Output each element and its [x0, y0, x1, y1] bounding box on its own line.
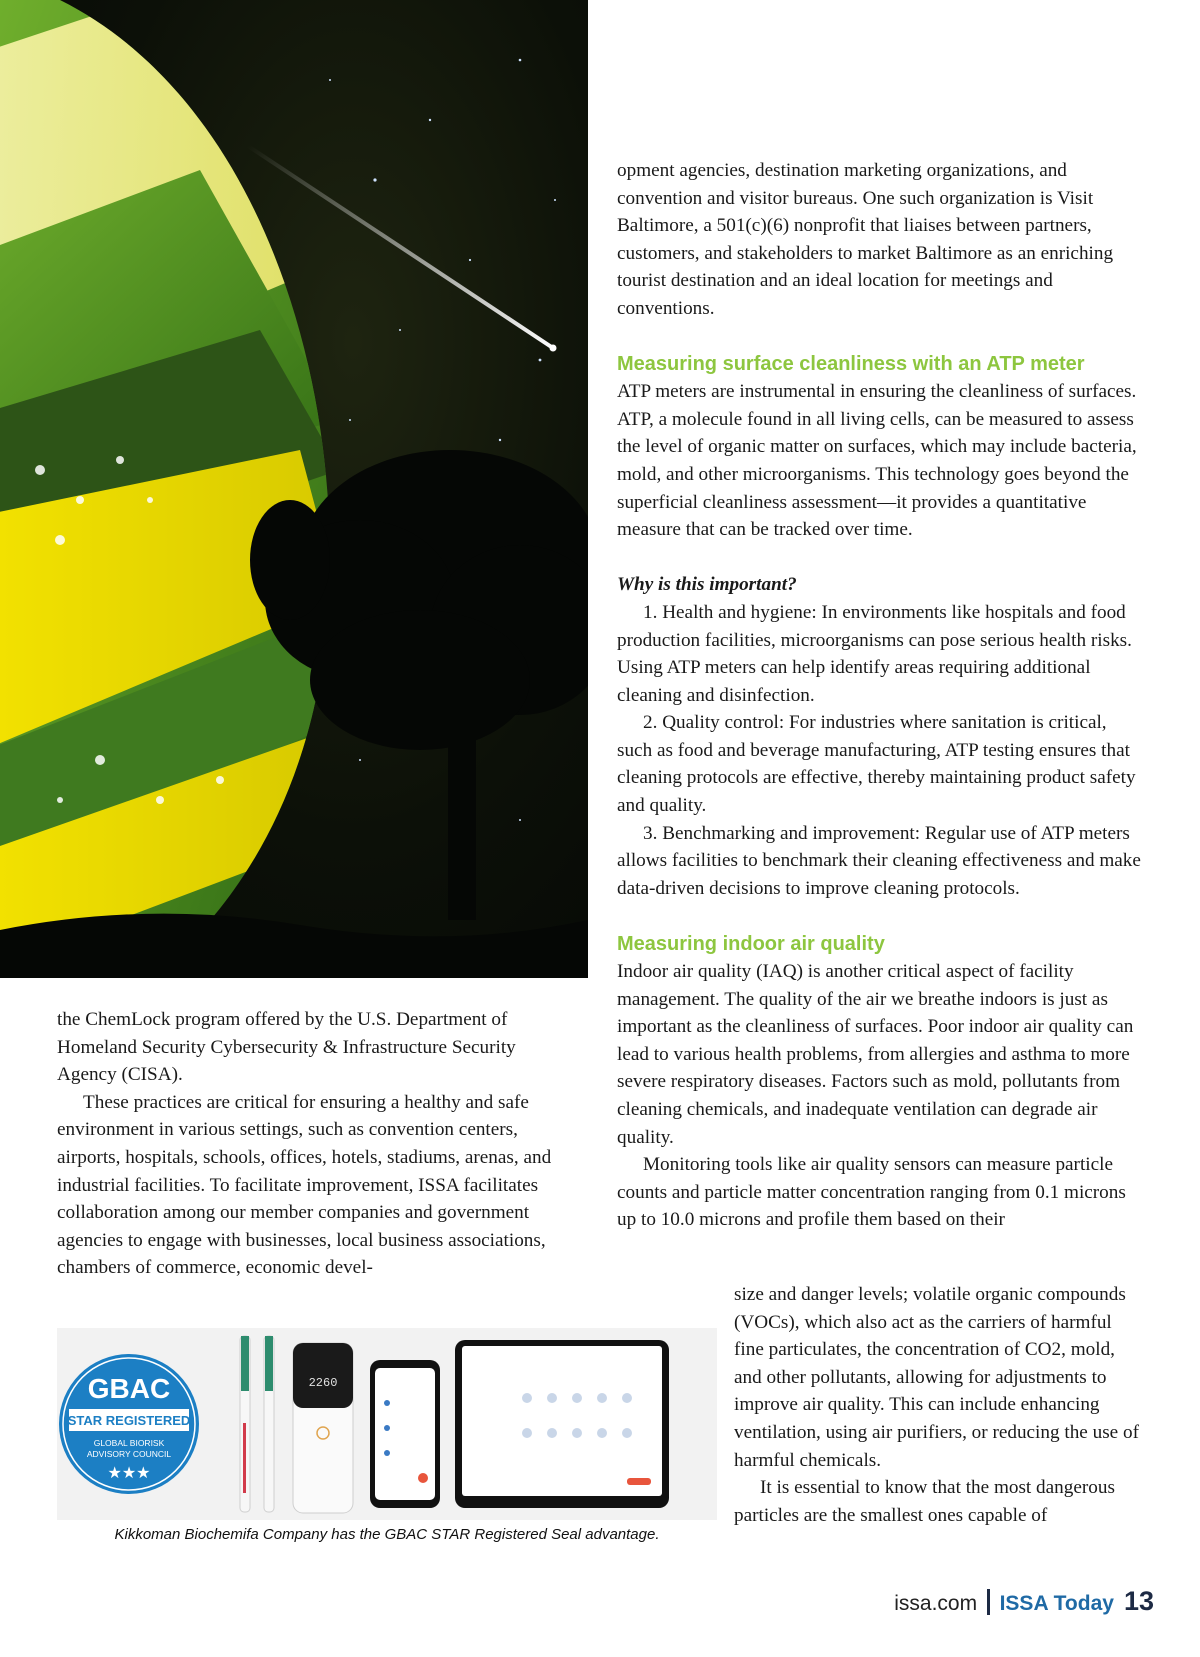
iaq-section-heading: Measuring indoor air quality — [617, 933, 885, 956]
iaq-paragraph-2-continued: size and danger levels; volatile organic compounds (VOCs), which also act as the carriers of harmful fine particulates, the concentration of CO2, mold, and other pollutants, allowing for adjustments to improve air quality. This can include enhancing ventilation, using air purifiers, or reducing the use of harmful chemicals. — [734, 1284, 1139, 1471]
footer-divider — [987, 1589, 990, 1615]
hero-illustration — [0, 0, 588, 978]
hero-svg — [0, 0, 588, 978]
page-footer — [894, 1586, 1154, 1617]
atp-meter-device — [293, 1343, 353, 1513]
meter-reading: 2260 — [308, 1376, 338, 1390]
left-column — [57, 1006, 567, 1282]
chemlock-paragraph: the ChemLock program offered by the U.S. Department of Homeland Security Cybersecurity & Infrastructure Security Agency (CISA). — [57, 1009, 516, 1086]
practices-paragraph: These practices are critical for ensuring a healthy and safe environment in various settings, such as convention centers, airports, hospitals, schools, offices, hotels, stadiums, arenas, and industrial facilities. To facilitate improvement, ISSA facilitates collaboration among our member companies and government agencies to engage with businesses, local business associations, chambers of commerce, economic devel- — [57, 1091, 552, 1279]
swab-sticks — [240, 1336, 274, 1512]
seal-stars: ★★★ — [107, 1463, 151, 1482]
right-column-wrap — [734, 1281, 1142, 1529]
atp-section-heading: Measuring surface cleanliness with an ATP meter — [617, 353, 1085, 376]
why-important-subheading: Why is this important? — [617, 574, 797, 596]
planet-bands — [0, 0, 340, 978]
seal-subtitle-1: GLOBAL BIORISK — [93, 1438, 165, 1448]
page-number: 13 — [1123, 1586, 1154, 1616]
iaq-paragraph-1: Indoor air quality (IAQ) is another critical aspect of facility management. The quality of the air we breathe indoors is just as important as the cleanliness of surfaces. Poor indoor air quality can lead to various health problems, from allergies and asthma to more severe respiratory diseases. Factors such as mold, pollutants from cleaning chemicals, and inadequate ventilation can degrade air quality. — [617, 961, 1134, 1148]
product-photo — [57, 1328, 717, 1520]
list-item-health-hygiene: 1. Health and hygiene: In environments like hospitals and food production facilities, microorganisms can pose serious health risks. Using ATP meters can help identify areas requiring additional cleaning and disinfection. — [617, 601, 1132, 706]
footer-magazine-name: ISSA Today — [999, 1592, 1114, 1615]
photo-caption: Kikkoman Biochemifa Company has the GBAC STAR Registered Seal advantage. — [114, 1526, 660, 1543]
right-column — [617, 157, 1142, 1234]
intro-paragraph: opment agencies, destination marketing organizations, and convention and visitor bureaus. One such organization is Visit Baltimore, a 501(c)(6) nonprofit that liaises between partners, customers, and stakeholders to market Baltimore as an enriching tourist destination and an ideal location for meetings and conventions. — [617, 160, 1114, 319]
list-item-quality-control: 2. Quality control: For industries where sanitation is critical, such as food and beverage manufacturing, ATP testing ensures that cleaning protocols are effective, thereby maintaining product safety and quality. — [617, 712, 1136, 817]
product-photo-svg — [57, 1328, 717, 1520]
gbac-seal — [59, 1354, 199, 1494]
atp-paragraph: ATP meters are instrumental in ensuring the cleanliness of surfaces. ATP, a molecule found in all living cells, can be measured to assess the level of organic matter on surfaces, which may include bacteria, mold, and other microorganisms. This technology goes beyond the superficial cleanliness assessment—it provides a quantitative measure that can be tracked over time. — [617, 381, 1137, 541]
seal-subtitle-2: ADVISORY COUNCIL — [86, 1449, 172, 1459]
tablet — [455, 1340, 669, 1508]
seal-band-text: STAR REGISTERED — [67, 1413, 191, 1428]
footer-website: issa.com — [894, 1592, 978, 1615]
seal-title: GBAC — [87, 1373, 171, 1404]
smartphone — [370, 1360, 440, 1508]
iaq-paragraph-2: Monitoring tools like air quality sensors can measure particle counts and particle matter concentration ranging from 0.1 microns up to 10.0 microns and profile them based on their — [617, 1154, 1126, 1231]
list-item-benchmarking: 3. Benchmarking and improvement: Regular use of ATP meters allows facilities to benchmark their cleaning effectiveness and make data-driven decisions to improve cleaning protocols. — [617, 822, 1141, 899]
iaq-paragraph-3: It is essential to know that the most dangerous particles are the smallest ones capable of — [734, 1477, 1115, 1526]
